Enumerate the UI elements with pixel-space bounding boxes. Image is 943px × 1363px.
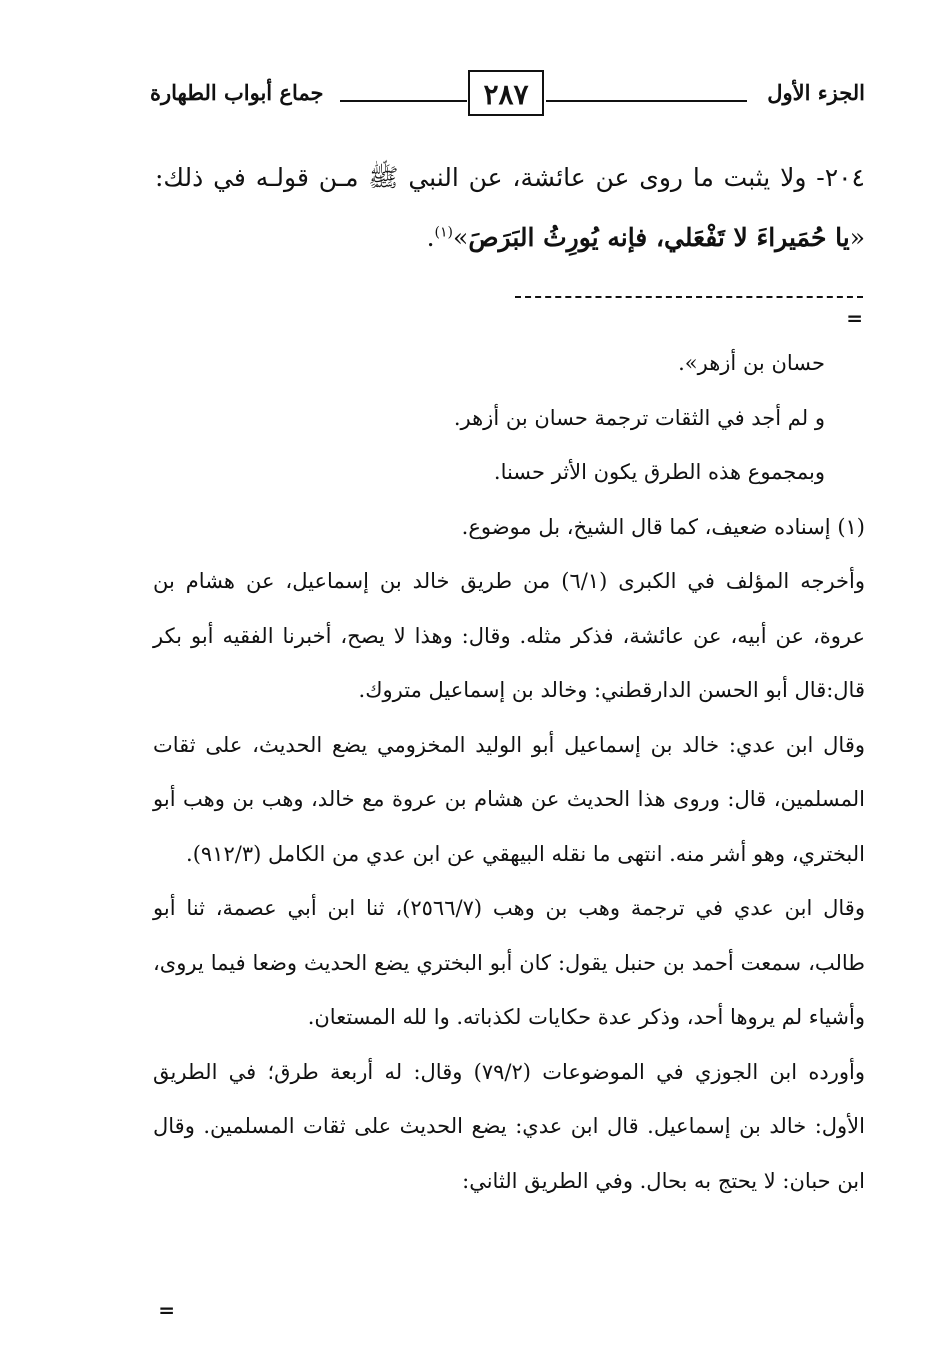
footnote-paragraph: وقال ابن عدي في ترجمة وهب بن وهب (٢٥٦٦/٧)، ثنا ابن أبي عصمة، ثنا أبو طالب، سمعت أحمد بن حنبل يقول: كان أبو البختري يضع الحديث وضعا فيما يروى، وأشياء لم يروها أحد، وذكر عدة حكايات لكذباته. وا لله المستعان. [153,896,865,1029]
chapter-title: جماع أبواب الطهارة [150,80,324,105]
footnote-reference: (١) [434,224,454,241]
continuation-marker-bottom: = [158,1298,175,1322]
main-body-text [155,148,865,268]
footnote-continued-line: حسان بن أزهر». [678,351,825,375]
page-header [150,66,865,122]
hadith-line-2-prefix: ذلك: « [155,163,865,252]
footnote-paragraph: وأخرجه المؤلف في الكبرى (٦/١) من طريق خالد بن إسماعيل، عن هشام بن عروة، عن أبيه، عن عائشة، فذكر مثله. وقال: وهذا لا يصح، أخبرنا الفقيه أبو بكر قال:قال أبو الحسن الدارقطني: وخالد بن إسماعيل متروك. [153,569,865,702]
hadith-line-2-suffix: » [453,223,469,252]
hadith-end-period: . [426,223,435,252]
footnote-continued-line: و لم أجد في الثقات ترجمة حسان بن أزهر. [453,405,825,430]
footnotes-section [153,336,865,1208]
hadith-line-1: ٢٠٤- ولا يثبت ما روى عن عائشة، عن النبي ﷺ مـن قولـه في [213,163,865,192]
page-number: ٢٨٧ [468,70,544,116]
continuation-marker-top: = [846,306,863,330]
volume-title: الجزء الأول [767,80,865,105]
footnote-paragraph: وأورده ابن الجوزي في الموضوعات (٧٩/٢) وقال: له أربعة طرق؛ في الطريق الأول: خالد بن إسماعيل. قال ابن عدي: يضع الحديث على ثقات المسلمين. وقال ابن حبان: لا يحتج به بحال. وفي الطريق الثاني: [153,1059,865,1193]
header-rule-right [546,100,747,102]
header-rule-left [340,100,467,102]
footnote-continued-line: وبمجموع هذه الطرق يكون الأثر حسنا. [493,460,825,484]
hadith-quote: يا حُمَيراءَ لا تَفْعَلي، فإنه يُورِثُ البَرَصَ [468,223,850,252]
footnote-paragraph: وقال ابن عدي: خالد بن إسماعيل أبو الوليد المخزومي يضع الحديث، على ثقات المسلمين، قال: وروى هذا الحديث عن هشام بن عروة مع خالد، وهب بن وهب أبو البختري، وهو أشر منه. انتهى ما نقله البيهقي عن ابن عدي من الكامل (٩١٢/٣). [153,732,865,866]
footnote-1-heading: (١) إسناده ضعيف، كما قال الشيخ، بل موضوع. [461,514,865,539]
footnote-divider [515,296,863,298]
